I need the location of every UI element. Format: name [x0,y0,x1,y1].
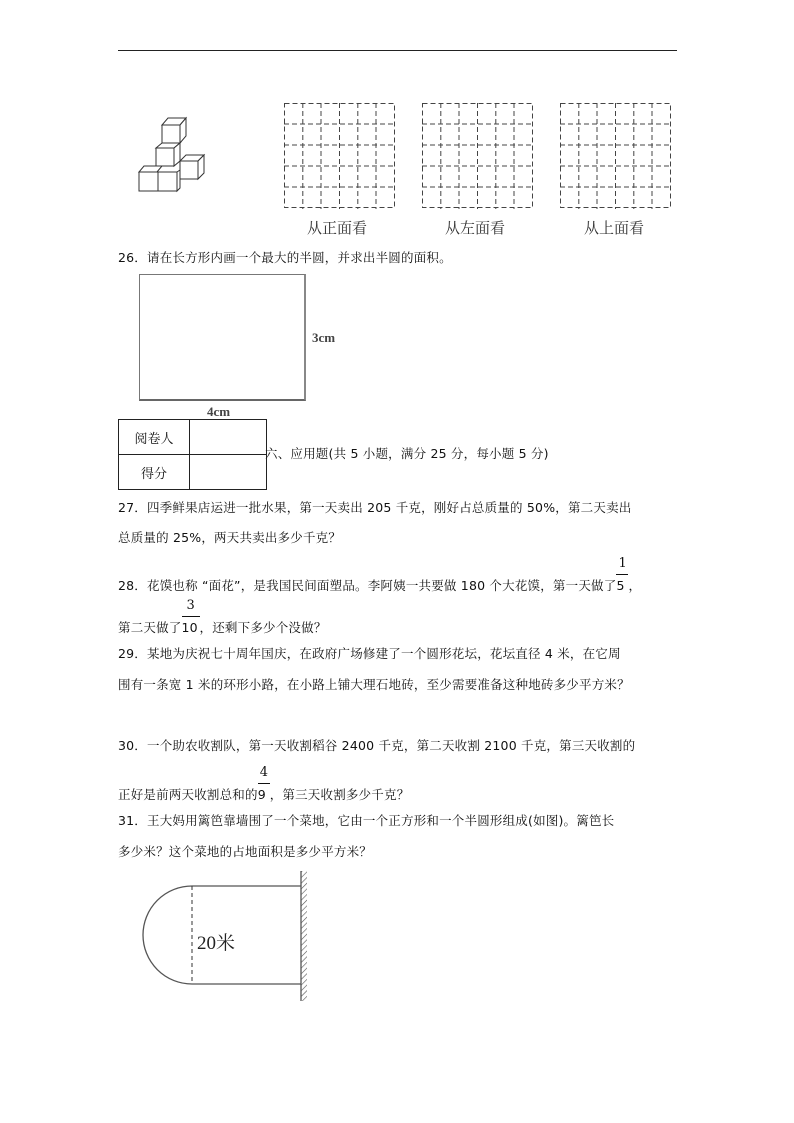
grid-front-view[interactable] [284,103,396,209]
question-30-line-1: 30．一个助农收割队，第一天收割稻谷 2400 千克，第二天收割 2100 千克，第三天收割的 [118,738,636,753]
grid-left-view[interactable] [422,103,534,209]
fraction-numerator: 1 [618,556,627,571]
rect-height-label: 3cm [312,330,336,345]
fraction-1-5 [616,556,628,594]
question-28-line-2 [118,598,327,636]
score-table [118,419,267,490]
rectangle-figure[interactable] [139,274,306,401]
question-28-line-1-text: 28．花馍也称 “面花”，是我国民间面塑品。李阿姨一共要做 180 个大花馍，第一天做了 [118,578,617,593]
rect-width-label: 4cm [207,404,231,419]
fraction-3-10 [181,598,200,636]
question-30-line-2-start: 正好是前两天收割总和的 [118,787,258,802]
garden-side-label: 20米 [197,933,236,954]
score-field[interactable] [190,455,267,490]
question-30-line-2 [118,765,410,803]
fraction-bar [182,616,200,617]
fraction-bar [616,574,628,575]
fraction-4-9 [257,765,270,803]
question-29-line-2: 围有一条宽 1 米的环形小路，在小路上铺大理石地砖，至少需要准备这种地砖多少平方米？ [118,677,630,692]
front-view-label: 从正面看 [307,219,368,237]
fraction-numerator: 3 [186,598,195,613]
fraction-denominator: 10 [181,620,198,635]
score-label: 得分 [119,455,190,490]
question-27-line-2: 总质量的 25%，两天共卖出多少千克？ [118,530,342,545]
left-view-label: 从左面看 [445,219,506,237]
question-30-line-2-end: ，第三天收割多少千克？ [269,787,410,802]
reviewer-field[interactable] [190,420,267,455]
fraction-bar [258,783,270,784]
header-rule [118,50,677,51]
section-6-title: 六、应用题(共 5 小题，满分 25 分，每小题 5 分) [265,446,549,461]
question-26-text: 26．请在长方形内画一个最大的半圆，并求出半圆的面积。 [118,250,452,265]
cube-stack-figure [136,115,212,195]
question-27-line-1: 27．四季鲜果店运进一批水果，第一天卖出 205 千克，刚好占总质量的 50%，第二天卖出 [118,500,632,515]
reviewer-label: 阅卷人 [119,420,190,455]
fraction-denominator: 9 [257,787,266,802]
question-28-line-2-end: ，还剩下多少个没做？ [199,620,327,635]
fraction-denominator: 5 [616,578,625,593]
top-view-label: 从上面看 [584,219,645,237]
question-31-line-2: 多少米？这个菜地的占地面积是多少平方米？ [118,844,373,859]
question-28-line-2-start: 第二天做了 [118,620,182,635]
question-28-line-1 [118,556,642,594]
question-29-line-1: 29．某地为庆祝七十周年国庆，在政府广场修建了一个圆形花坛，花坛直径 4 米，在它周 [118,646,621,661]
comma: ， [628,578,642,593]
grid-top-view[interactable] [560,103,672,209]
question-31-line-1: 31．王大妈用篱笆靠墙围了一个菜地，它由一个正方形和一个半圆形组成(如图)。篱笆长 [118,813,615,828]
wall-hatch [301,871,307,1001]
fraction-numerator: 4 [259,765,269,780]
